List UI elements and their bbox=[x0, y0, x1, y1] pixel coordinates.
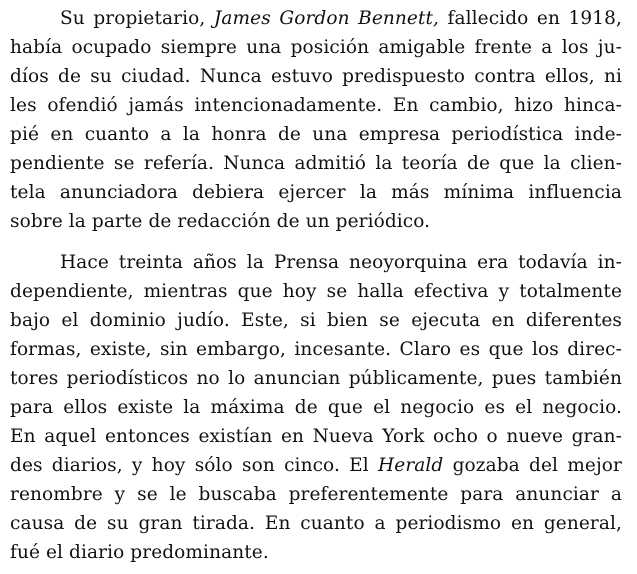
italic-title: Herald bbox=[378, 455, 444, 476]
text-line: En aquel entonces existían en Nueva York ocho o nueve gran- bbox=[10, 426, 622, 447]
text-line: sobre la parte de redacción de un periódico. bbox=[10, 211, 431, 232]
text-line: había ocupado siempre una posición amigable frente a los ju- bbox=[10, 37, 622, 58]
text-line: tores periodísticos no lo anuncian públicamente, pues también bbox=[10, 368, 622, 389]
text-line: fué el diario predominante. bbox=[10, 542, 269, 563]
text-line: pendiente se refería. Nunca admitió la teoría de que la clien- bbox=[10, 153, 622, 174]
text-line: Su propietario, James Gordon Bennett, fallecido en 1918, bbox=[60, 8, 622, 29]
text-line: des diarios, y hoy sólo son cinco. El Herald gozaba del mejor bbox=[10, 455, 622, 476]
text-line: renombre y se le buscaba preferentemente para anunciar a bbox=[10, 484, 622, 505]
text-line: causa de su gran tirada. En cuanto a periodismo en general, bbox=[10, 513, 622, 534]
text-line: pié en cuanto a la honra de una empresa periodística inde- bbox=[10, 124, 622, 145]
text-line: díos de su ciudad. Nunca estuvo predispuesto contra ellos, ni bbox=[10, 66, 622, 87]
text-line: para ellos existe la máxima de que el negocio es el negocio. bbox=[10, 397, 622, 418]
text-line: Hace treinta años la Prensa neoyorquina era todavía in- bbox=[60, 252, 622, 273]
text-line: tela anunciadora debiera ejercer la más mínima influencia bbox=[10, 182, 622, 203]
text-line: formas, existe, sin embargo, incesante. Claro es que los direc- bbox=[10, 339, 622, 360]
italic-name: James Gordon Bennett, bbox=[213, 8, 440, 29]
text-line: bajo el dominio judío. Este, si bien se ejecuta en diferentes bbox=[10, 310, 622, 331]
text-line: les ofendió jamás intencionadamente. En cambio, hizo hinca- bbox=[10, 95, 622, 116]
text-line: dependiente, mientras que hoy se halla efectiva y totalmente bbox=[10, 281, 622, 302]
